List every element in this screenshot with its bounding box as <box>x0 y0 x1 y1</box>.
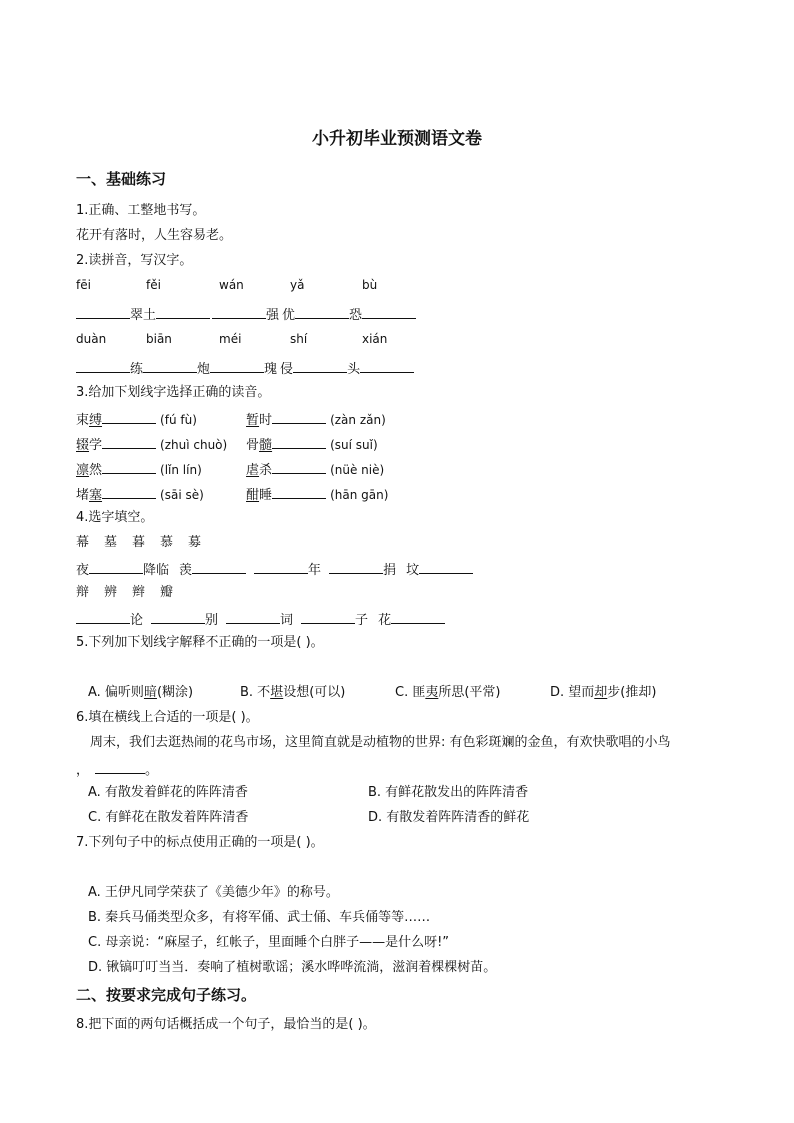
word: 酣睡 <box>246 488 273 503</box>
word: 骨髓 <box>246 438 273 453</box>
fill-text: 练 <box>130 362 144 377</box>
answer-blank[interactable] <box>102 484 156 499</box>
option-c[interactable]: C. 有鲜花在散发着阵阵清香 <box>88 810 249 825</box>
fill-line-2 <box>76 609 445 630</box>
answer-blank[interactable] <box>212 304 266 319</box>
pinyin-item: wán <box>219 278 244 292</box>
word: 辍学 <box>76 438 103 453</box>
character-set-2: 辩 辨 辫 瓣 <box>76 585 175 600</box>
question-5-stem: 5.下列加下划线字解释不正确的一项是( )。 <box>76 635 324 650</box>
reading-row <box>76 459 384 480</box>
fill-text: 词 <box>280 613 294 628</box>
word: 凛然 <box>76 463 103 478</box>
answer-blank[interactable] <box>272 459 326 474</box>
option-d[interactable]: D. 望而却步(推却) <box>550 685 657 700</box>
page-title: 小升初毕业预测语文卷 <box>312 129 482 149</box>
answer-blank[interactable] <box>272 434 326 449</box>
question-6-passage-end <box>76 759 158 780</box>
question-1-stem: 1.正确、工整地书写。 <box>76 203 206 218</box>
reading-options: (fú fù) <box>160 413 197 427</box>
reading-options: (nüè niè) <box>330 463 385 477</box>
answer-blank[interactable] <box>419 559 473 574</box>
answer-blank[interactable] <box>254 559 308 574</box>
pinyin-item: biān <box>146 332 172 346</box>
fill-text: 炮 <box>197 362 211 377</box>
reading-options: (lǐn lín) <box>160 463 202 477</box>
word: 虐杀 <box>246 463 273 478</box>
reading-options: (hān gān) <box>330 488 389 502</box>
answer-blank[interactable] <box>301 609 355 624</box>
reading-row <box>76 409 386 430</box>
fill-line-1 <box>76 559 473 580</box>
answer-blank[interactable] <box>329 559 383 574</box>
answer-blank[interactable] <box>226 609 280 624</box>
answer-blank[interactable] <box>151 609 205 624</box>
fill-text: 头 <box>347 362 361 377</box>
fill-text: 翠土 <box>130 308 157 323</box>
question-4-stem: 4.选字填空。 <box>76 510 154 525</box>
fill-text: 花 <box>378 613 392 628</box>
pinyin-item: méi <box>219 332 242 346</box>
reading-row <box>76 434 378 455</box>
answer-blank[interactable] <box>210 358 264 373</box>
question-8-stem: 8.把下面的两句话概括成一个句子，最恰当的是( )。 <box>76 1017 376 1032</box>
reading-options: (zhuì chuò) <box>160 438 228 452</box>
option-c[interactable]: C. 匪夷所思(平常) <box>395 685 501 700</box>
fill-text: 瑰 <box>264 362 278 377</box>
question-1-text: 花开有落时，人生容易老。 <box>76 228 233 243</box>
option-d[interactable]: D. 有散发着阵阵清香的鲜花 <box>368 810 530 825</box>
option-a[interactable]: A. 王伊凡同学荣获了《美德少年》的称号。 <box>88 885 339 900</box>
answer-blank[interactable] <box>102 409 156 424</box>
fill-text: 论 <box>130 613 144 628</box>
word: 束缚 <box>76 413 103 428</box>
pinyin-item: fēi <box>76 278 91 292</box>
answer-blank[interactable] <box>272 409 326 424</box>
answer-blank[interactable] <box>391 609 445 624</box>
answer-blank[interactable] <box>362 304 416 319</box>
question-3-stem: 3.给加下划线字选择正确的读音。 <box>76 385 271 400</box>
section-heading-1: 一、基础练习 <box>76 170 167 188</box>
reading-options: (sāi sè) <box>160 488 204 502</box>
answer-blank[interactable] <box>143 358 197 373</box>
pinyin-item: shí <box>290 332 308 346</box>
reading-row <box>76 484 388 505</box>
passage-period: 。 <box>145 763 159 778</box>
answer-blank[interactable] <box>295 304 349 319</box>
option-c[interactable]: C. 母亲说：“麻屋子，红帐子，里面睡个白胖子——是什么呀!” <box>88 935 450 950</box>
fill-text: 优 <box>282 308 296 323</box>
word: 堵塞 <box>76 488 103 503</box>
answer-blank[interactable] <box>95 759 145 774</box>
pinyin-item: duàn <box>76 332 107 346</box>
option-b[interactable]: B. 不堪设想(可以) <box>240 685 346 700</box>
character-set-1: 幕 墓 暮 慕 募 <box>76 535 203 550</box>
fill-text: 别 <box>205 613 219 628</box>
fill-text: 降临 <box>143 563 170 578</box>
fill-text: 羡 <box>179 563 193 578</box>
answer-line-2b <box>76 358 414 379</box>
answer-blank[interactable] <box>272 484 326 499</box>
answer-blank[interactable] <box>76 304 130 319</box>
pinyin-item: fěi <box>146 278 161 292</box>
fill-text: 子 <box>355 613 369 628</box>
answer-blank[interactable] <box>156 304 210 319</box>
question-2-stem: 2.读拼音，写汉字。 <box>76 253 193 268</box>
option-a[interactable]: A. 有散发着鲜花的阵阵清香 <box>88 785 248 800</box>
fill-text: 捐 <box>383 563 397 578</box>
fill-text: 侵 <box>280 362 294 377</box>
question-7-stem: 7.下列句子中的标点使用正确的一项是( )。 <box>76 835 324 850</box>
fill-text: 强 <box>266 308 280 323</box>
fill-text: 年 <box>308 563 322 578</box>
option-b[interactable]: B. 秦兵马俑类型众多，有将军俑、武士俑、车兵俑等等…… <box>88 910 431 925</box>
option-d[interactable]: D. 锹镐叮叮当当．奏响了植树歌谣；溪水哗哗流淌，滋润着棵棵树苗。 <box>88 960 497 975</box>
passage-comma: ， <box>76 763 90 778</box>
answer-blank[interactable] <box>89 559 143 574</box>
answer-blank[interactable] <box>102 459 156 474</box>
reading-options: (suí suǐ) <box>330 438 378 452</box>
option-b[interactable]: B. 有鲜花散发出的阵阵清香 <box>368 785 529 800</box>
answer-blank[interactable] <box>102 434 156 449</box>
pinyin-item: yǎ <box>290 278 305 292</box>
answer-blank[interactable] <box>360 358 414 373</box>
pinyin-item: xián <box>362 332 388 346</box>
section-heading-2: 二、按要求完成句子练习。 <box>76 986 257 1004</box>
fill-text: 坟 <box>406 563 420 578</box>
answer-blank[interactable] <box>192 559 246 574</box>
answer-blank[interactable] <box>293 358 347 373</box>
fill-text: 夜 <box>76 563 90 578</box>
question-6-passage: 周末，我们去逛热闹的花鸟市场，这里简直就是动植物的世界: 有色彩斑斓的金鱼，有欢快歌唱的小鸟 <box>90 735 671 750</box>
option-a[interactable]: A. 偏听则暗(糊涂) <box>88 685 194 700</box>
answer-blank[interactable] <box>76 358 130 373</box>
fill-text: 恐 <box>349 308 363 323</box>
question-6-stem: 6.填在横线上合适的一项是( )。 <box>76 710 259 725</box>
answer-blank[interactable] <box>76 609 130 624</box>
answer-line-2a <box>76 304 416 325</box>
word: 暂时 <box>246 413 273 428</box>
reading-options: (zàn zǎn) <box>330 413 386 427</box>
pinyin-item: bù <box>362 278 378 292</box>
